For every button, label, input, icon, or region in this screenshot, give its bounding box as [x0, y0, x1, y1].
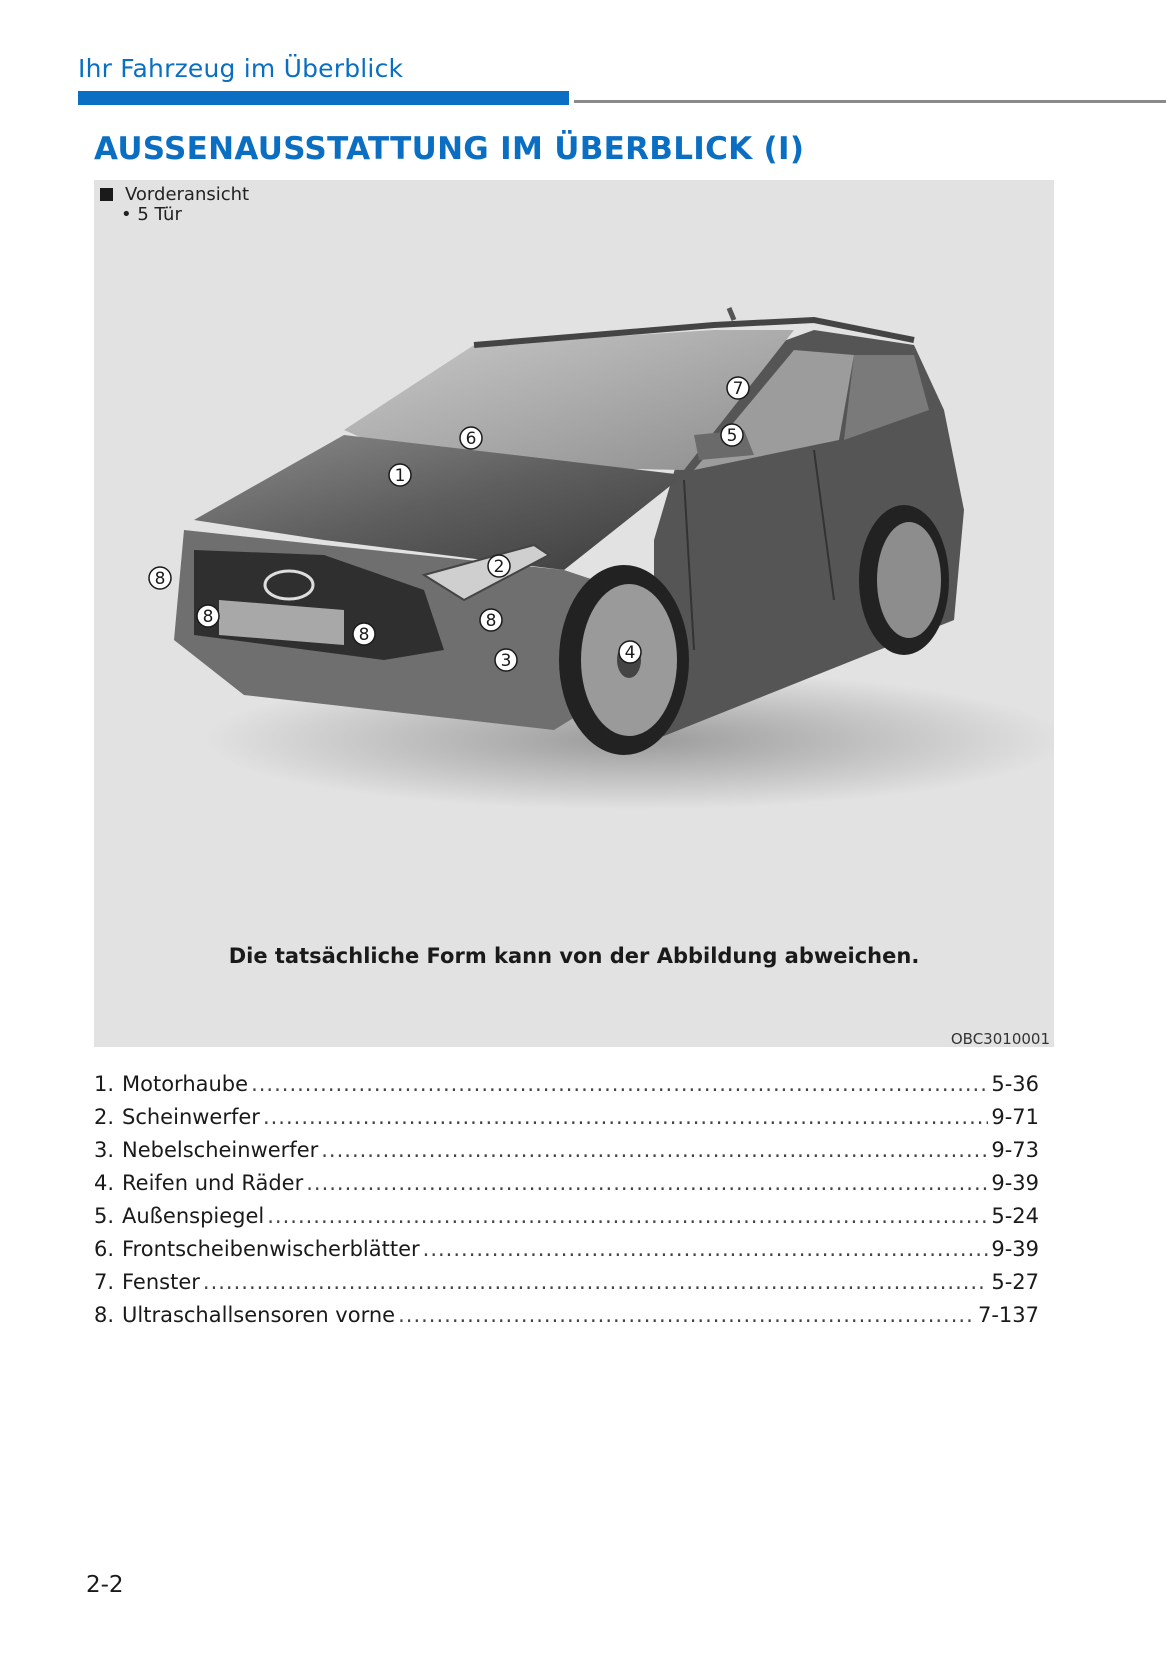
- view-label: [100, 184, 249, 205]
- list-item: [94, 1303, 1039, 1336]
- callout-2-label: 2: [493, 557, 505, 577]
- callout-6-label: 6: [465, 429, 477, 449]
- header-rule: [574, 100, 1166, 103]
- list-item: [94, 1237, 1039, 1270]
- dot-leader: [423, 1237, 989, 1261]
- roof-antenna: [729, 308, 734, 320]
- callout-7: [727, 377, 749, 399]
- header-accent-bar: [78, 91, 569, 105]
- list-item: [94, 1270, 1039, 1303]
- rear-rim: [877, 522, 941, 638]
- item-page: 5-27: [991, 1270, 1039, 1294]
- dot-leader: [263, 1105, 988, 1129]
- dot-leader: [203, 1270, 988, 1294]
- item-number: 2.: [94, 1105, 115, 1129]
- item-page: 9-39: [991, 1237, 1039, 1261]
- dot-leader: [251, 1072, 988, 1096]
- callout-6: [460, 427, 482, 449]
- item-number: 7.: [94, 1270, 115, 1294]
- dot-leader: [306, 1171, 988, 1195]
- item-number: 8.: [94, 1303, 115, 1327]
- item-label: Motorhaube: [122, 1072, 249, 1096]
- item-number: 4.: [94, 1171, 115, 1195]
- dot-leader: [267, 1204, 988, 1228]
- item-number: 6.: [94, 1237, 115, 1261]
- callout-8-label: 8: [358, 625, 370, 645]
- callout-5-label: 5: [726, 426, 738, 446]
- dot-leader: [398, 1303, 975, 1327]
- callout-1-label: 1: [394, 466, 406, 486]
- callout-5: [721, 424, 743, 446]
- item-number: 1.: [94, 1072, 115, 1096]
- callout-4: [619, 641, 641, 663]
- callout-3-label: 3: [500, 651, 512, 671]
- square-bullet-icon: [100, 188, 113, 201]
- item-label: Nebelscheinwerfer: [122, 1138, 319, 1162]
- callout-7-label: 7: [732, 379, 744, 399]
- dot-leader: [321, 1138, 988, 1162]
- list-item: [94, 1204, 1039, 1237]
- item-number: 3.: [94, 1138, 115, 1162]
- callout-4-label: 4: [624, 643, 636, 663]
- figure-caption: Die tatsächliche Form kann von der Abbildung abweichen.: [228, 944, 920, 968]
- chapter-title: Ihr Fahrzeug im Überblick: [78, 54, 404, 83]
- list-item: [94, 1105, 1039, 1138]
- page-number: 2-2: [86, 1572, 124, 1598]
- item-label: Scheinwerfer: [122, 1105, 260, 1129]
- callout-8c: [353, 623, 375, 645]
- item-page: 9-73: [991, 1138, 1039, 1162]
- callout-8-label: 8: [154, 569, 166, 589]
- callout-1: [389, 464, 411, 486]
- car-illustration: [94, 180, 1054, 1047]
- item-label: Reifen und Räder: [122, 1171, 304, 1195]
- component-list: [94, 1072, 1039, 1336]
- callout-3: [495, 649, 517, 671]
- callout-8d: [480, 609, 502, 631]
- callout-8-label: 8: [202, 607, 214, 627]
- list-item: [94, 1171, 1039, 1204]
- view-label-text: Vorderansicht: [125, 184, 250, 205]
- figure-code: OBC3010001: [950, 1030, 1050, 1048]
- item-page: 9-71: [991, 1105, 1039, 1129]
- item-label: Fenster: [122, 1270, 200, 1294]
- item-label: Ultraschallsensoren vorne: [122, 1303, 396, 1327]
- list-item: [94, 1072, 1039, 1105]
- item-page: 5-36: [991, 1072, 1039, 1096]
- item-page: 7-137: [977, 1303, 1039, 1327]
- list-item: [94, 1138, 1039, 1171]
- section-title: AUSSENAUSSTATTUNG IM ÜBERBLICK (I): [94, 131, 805, 167]
- item-label: Frontscheibenwischerblätter: [122, 1237, 420, 1261]
- item-page: 5-24: [991, 1204, 1039, 1228]
- item-number: 5.: [94, 1204, 115, 1228]
- callout-8b: [197, 605, 219, 627]
- callout-2: [488, 555, 510, 577]
- variant-label: • 5 Tür: [121, 204, 182, 225]
- vehicle-figure: [94, 180, 1054, 1047]
- callout-8a: [149, 567, 171, 589]
- item-label: Außenspiegel: [122, 1204, 265, 1228]
- item-page: 9-39: [991, 1171, 1039, 1195]
- callout-8-label: 8: [485, 611, 497, 631]
